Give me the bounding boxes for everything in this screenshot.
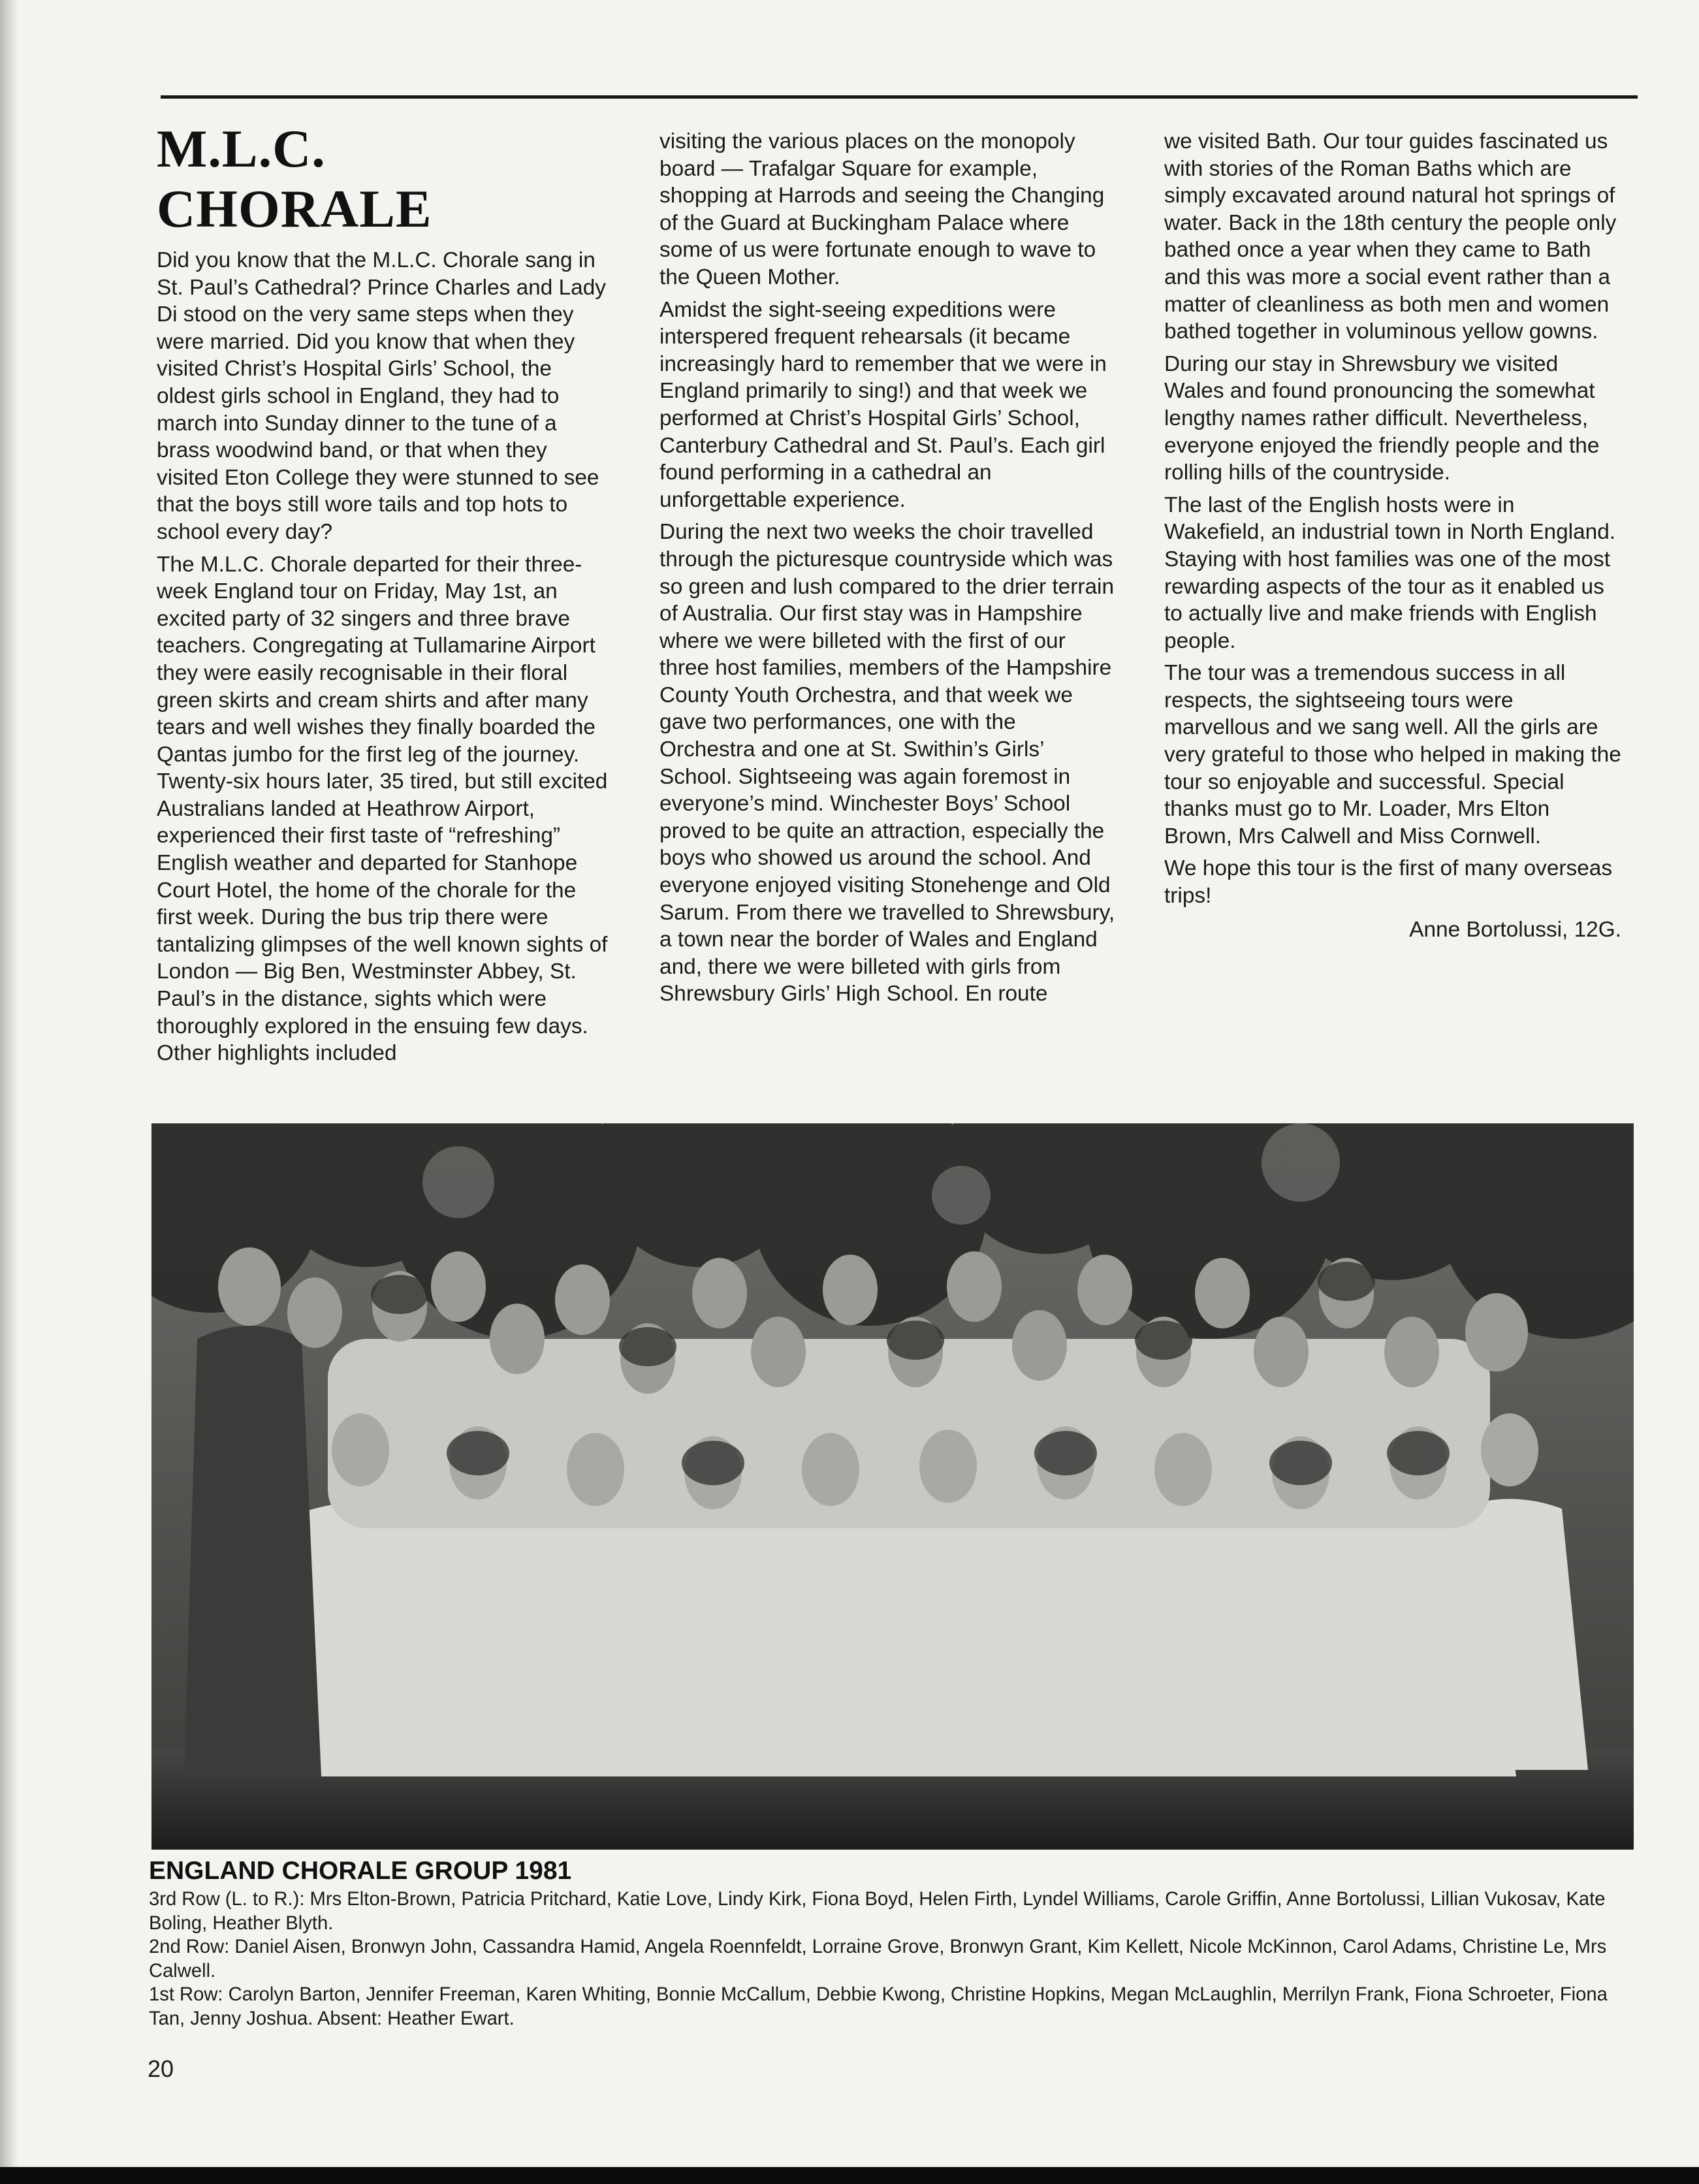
group-photo (151, 1123, 1634, 1850)
article-column-2 (659, 128, 1117, 1013)
paragraph: The M.L.C. Chorale departed for their three-week England tour on Friday, May 1st, an excited party of 32 singers and three brave teachers. Congregating at Tullamarine Airport they were easily recognisable in their floral green skirts and cream shirts and after many tears and well wishes they finally boarded the Qantas jumbo for the first leg of the journey. Twenty-six hours later, 35 tired, but still excited Australians landed at Heathrow Airport, experienced their first taste of “refreshing” English weather and departed for Stanhope Court Hotel, the home of the chorale for the first week. During the bus trip there were tantalizing glimpses of the well known sights of London — Big Ben, Westminster Abbey, St. Paul’s in the distance, sights which were thoroughly explored in the ensuing few days. Other highlights included (157, 552, 608, 1066)
paragraph: Did you know that the M.L.C. Chorale sang in St. Paul’s Cathedral? Prince Charles and Lady Di stood on the very same steps when they were married. Did you know that when they visited Christ’s Hospital Girls’ School, the oldest girls school in England, they had to march into Sunday dinner to the tune of a brass woodwind band, or that when they visited Eton College they were stunned to see that the boys still wore tails and top hots to school every day? (157, 248, 606, 544)
page-binding-edge (0, 0, 18, 2184)
paragraph: During the next two weeks the choir travelled through the picturesque countryside which was so green and lush compared to the drier terrain of Australia. Our first stay was in Hampshire where we were billeted with the first of our three host families, members of the Hampshire County Youth Orchestra, and that week we gave two performances, one with the Orchestra and one at St. Swithin’s Girls’ School. Sightseeing was again foremost in everyone’s mind. Winchester Boys’ School proved to be quite an attraction, especially the boys who showed us around the school. And everyone enjoyed visiting Stonehenge and Old Sarum. From there we travelled to Shrewsbury, a town near the border of Wales and England and, there we were billeted with girls from Shrewsbury Girls’ High School. En route (659, 520, 1115, 1006)
photo-caption (149, 1856, 1638, 2031)
caption-row-2nd: 2nd Row: Daniel Aisen, Bronwyn John, Cassandra Hamid, Angela Roennfeldt, Lorraine Grove, Bronwyn Grant, Kim Kellett, Nicole McKinnon, Carol Adams, Christine Le, Mrs Calwell. (149, 1936, 1607, 1982)
caption-row-1st: 1st Row: Carolyn Barton, Jennifer Freeman, Karen Whiting, Bonnie McCallum, Debbie Kwong, Christine Hopkins, Megan McLaughlin, Merrilyn Frank, Fiona Schroeter, Fiona Tan, Jenny Joshua. Absent: Heather Ewart. (149, 1984, 1608, 2029)
paragraph: During our stay in Shrewsbury we visited Wales and found pronouncing the somewhat lengthy names rather difficult. Nevertheless, everyone enjoyed the friendly people and the rolling hills of the countryside. (1164, 351, 1600, 485)
page-number: 20 (148, 2055, 174, 2082)
group-photo-illustration (151, 1123, 1634, 1850)
paragraph: We hope this tour is the first of many overseas trips! (1164, 856, 1613, 908)
paragraph: The tour was a tremendous success in all respects, the sightseeing tours were marvellous and we sang well. All the girls are very grateful to those who helped in making the tour so enjoyable and successful. Special thanks must go to Mr. Loader, Mrs Elton Brown, Mrs Calwell and Miss Cornwell. (1164, 661, 1621, 848)
caption-title: ENGLAND CHORALE GROUP 1981 (149, 1857, 572, 1885)
article-title: M.L.C. CHORALE (157, 119, 432, 238)
paragraph: The last of the English hosts were in Wakefield, an industrial town in North England. Staying with host families was one of the most rewarding aspects of the tour as it enabled us to actually live and make friends with English people. (1164, 492, 1616, 653)
paragraph: visiting the various places on the monopoly board — Trafalgar Square for example, shopping at Harrods and seeing the Changing of the Guard at Buckingham Palace where some of us were fortunate enough to wave to the Queen Mother. (659, 129, 1105, 289)
scan-bottom-edge (0, 2167, 1699, 2184)
caption-row-3rd: 3rd Row (L. to R.): Mrs Elton-Brown, Patricia Pritchard, Katie Love, Lindy Kirk, Fiona Boyd, Helen Firth, Lyndel Williams, Carole Griffin, Anne Bortolussi, Lillian Vukosav, Kate Boling, Heather Blyth. (149, 1889, 1606, 1934)
paragraph: we visited Bath. Our tour guides fascinated us with stories of the Roman Baths which are simply excavated around natural hot springs of water. Back in the 18th century the people only bathed once a year when they came to Bath and this was more a social event rather than a matter of cleanliness as both men and women bathed together in voluminous yellow gowns. (1164, 129, 1617, 344)
paragraph: Amidst the sight-seeing expeditions were interspered frequent rehearsals (it became increasingly hard to remember that we were in England primarily to sing!) and that week we performed at Christ’s Hospital Girls’ School, Canterbury Cathedral and St. Paul’s. Each girl found performing in a cathedral an unforgettable experience. (659, 297, 1107, 512)
header-rule (161, 95, 1638, 99)
article-column-1 (157, 119, 614, 1072)
article-column-3 (1164, 128, 1621, 943)
article-byline: Anne Bortolussi, 12G. (1409, 917, 1621, 942)
